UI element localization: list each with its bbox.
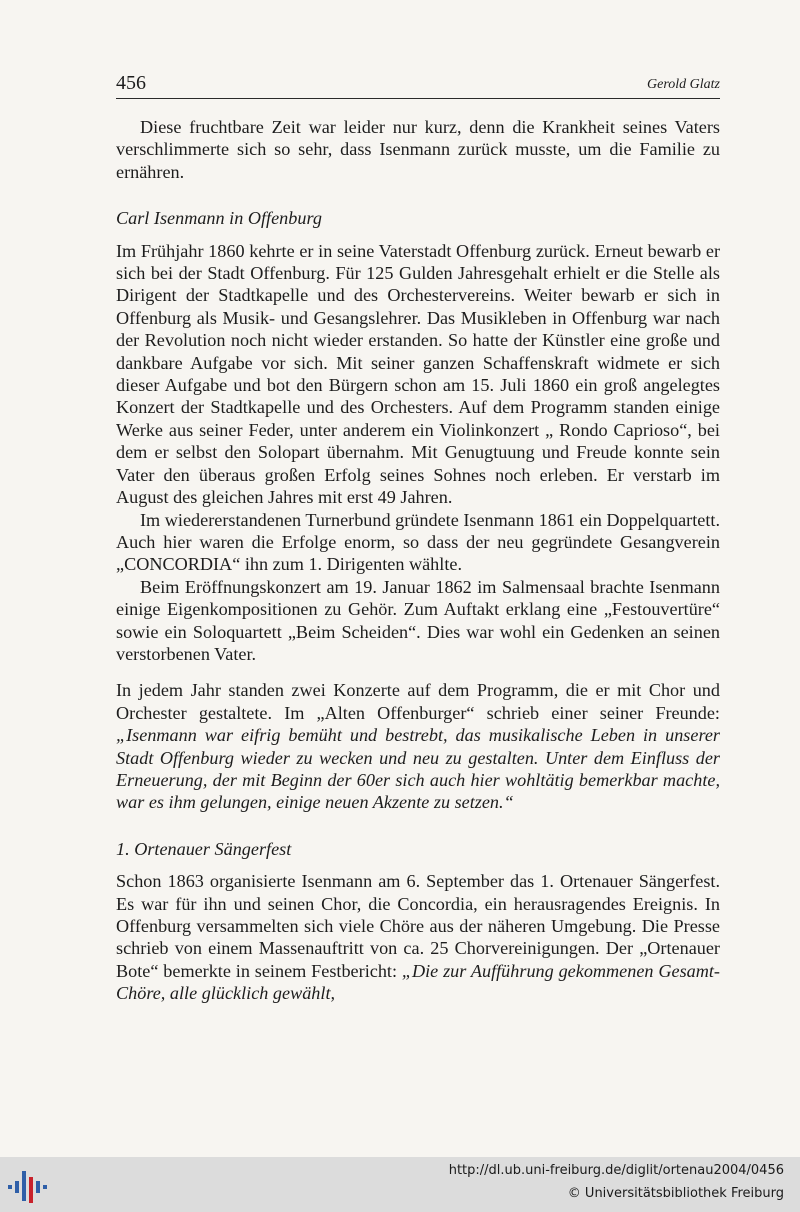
paragraph-text: In jedem Jahr standen zwei Konzerte auf dem Programm, die er mit Chor und Orchester gestaltete. Im „Alten Offenburger“ schrieb einer seiner Freunde:: [116, 680, 720, 723]
paragraph-with-quote: [116, 679, 720, 813]
page-number: 456: [116, 72, 146, 94]
section-heading: Carl Isenmann in Offenburg: [116, 208, 322, 229]
ub-freiburg-logo-icon[interactable]: [8, 1167, 52, 1203]
viewer-footer: [0, 1157, 800, 1212]
paragraph: Beim Eröffnungskonzert am 19. Januar 1862 im Salmensaal brachte Isenmann einige Eigenkompositionen zu Gehör. Zum Auftakt erklang eine „Festouvertüre“ sowie ein Soloquartett „Beim Scheiden“. Dies war wohl ein Gedenken an seinen verstorbenen Vater.: [116, 576, 720, 664]
paragraph-with-quote: [116, 870, 720, 1004]
quotation: „Isenmann war eifrig bemüht und bestrebt, das musikalische Leben in unserer Stadt Offenburg wieder zu wecken und neu zu gestalten. Unter dem Einfluss der Erneuerung, der mit Beginn der 60er sich auch hier wohltätig bemerkbar machte, war es ihm gelungen, einige neuen Akzente zu setzen.“: [116, 725, 720, 813]
running-head-author: Gerold Glatz: [647, 77, 720, 92]
copyright-text: © Universitätsbibliothek Freiburg: [567, 1186, 784, 1201]
body-text: [116, 116, 720, 1005]
source-url-link[interactable]: http://dl.ub.uni-freiburg.de/diglit/ortenau2004/0456: [448, 1163, 784, 1178]
paragraph: Im wiedererstandenen Turnerbund gründete Isenmann 1861 ein Doppelquartett. Auch hier waren die Erfolge enorm, so dass der neu gegründete Gesangverein „CONCORDIA“ ihn zum 1. Dirigenten wählte.: [116, 509, 720, 575]
page-header: [116, 70, 720, 99]
paragraph: Diese fruchtbare Zeit war leider nur kurz, denn die Krankheit seines Vaters verschlimmerte sich so sehr, dass Isenmann zurück musste, um die Familie zu ernähren.: [116, 117, 720, 182]
section-heading: 1. Ortenauer Sängerfest: [116, 838, 292, 859]
paragraph-text: Schon 1863 organisierte Isenmann am 6. September das 1. Ortenauer Sängerfest. Es war für ihn und seinen Chor, die Concordia, ein herausragendes Ereignis. In Offenburg versammelten sich viele Chöre aus der näheren Umgebung. Die Presse schrieb von einem Massenauftritt von ca. 25 Chorvereinigungen. Der „Ortenauer Bote“ bemerkte in seinem Festbericht:: [116, 871, 720, 981]
quotation: „Die zur Aufführung gekommenen Gesamt-Chöre, alle glücklich gewählt,: [116, 960, 720, 1004]
paragraph: Im Frühjahr 1860 kehrte er in seine Vaterstadt Offenburg zurück. Erneut bewarb er sich bei der Stadt Offenburg. Für 125 Gulden Jahresgehalt erhielt er die Stelle als Dirigent der Stadtkapelle und des Orchestervereins. Weiter bewarb er sich in Offenburg als Musik- und Gesangslehrer. Das Musikleben in Offenburg war nach der Revolution noch nicht wieder erstanden. So hatte der Künstler eine große und dankbare Aufgabe vor sich. Mit seiner ganzen Schaffenskraft widmete er sich dieser Aufgabe und bot den Bürgern schon am 15. Juli 1860 ein groß angelegtes Konzert der Stadtkapelle und des Orchesters. Auf dem Programm standen einige Werke aus seiner Feder, unter anderem ein Violinkonzert „ Rondo Caprioso“, bei dem er selbst den Solopart übernahm. Mit Genugtuung und Freude konnte sein Vater den überaus großen Erfolg seines Sohnes noch erleben. Er verstarb im August des gleichen Jahres mit erst 49 Jahren.: [116, 240, 720, 508]
